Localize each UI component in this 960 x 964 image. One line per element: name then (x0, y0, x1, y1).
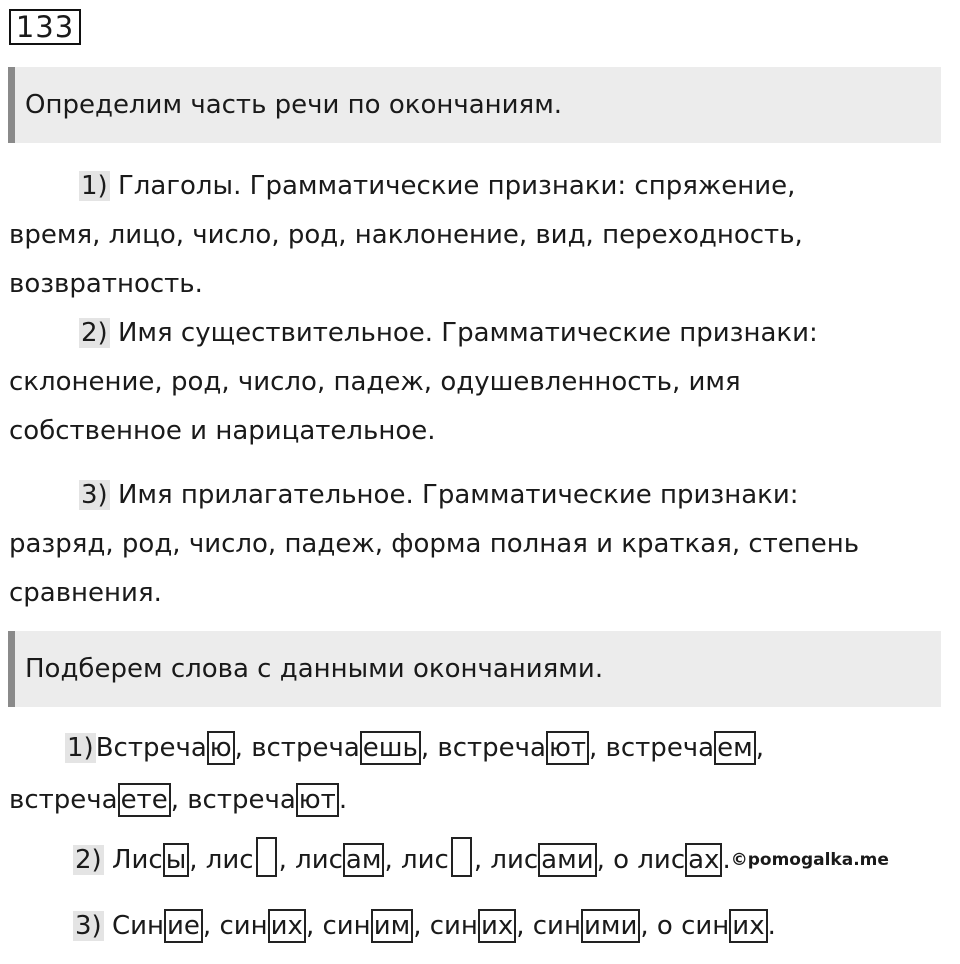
separator: , (596, 845, 614, 875)
word-ending: ими (581, 909, 640, 943)
word-stem: син (532, 911, 581, 941)
separator: . (767, 911, 776, 941)
text: Глаголы. Грамматические признаки: спряжение, (109, 171, 796, 201)
text: Имя существительное. Грамматические признаки: (109, 318, 818, 348)
word-ending: ешь (360, 731, 421, 765)
word-ending: им (371, 909, 414, 943)
paragraph-line (9, 162, 954, 211)
section-heading-2: Подберем слова с данными окончаниями. (8, 631, 941, 707)
word-ending: ют (296, 783, 339, 817)
paragraph-line: возвратность. (9, 269, 203, 299)
section-heading-1: Определим часть речи по окончаниям. (8, 67, 941, 143)
example-line (9, 903, 954, 949)
empty-ending-box (256, 837, 277, 877)
example-line (9, 837, 954, 883)
exercise-number: 133 (9, 9, 81, 45)
separator: . (722, 845, 731, 875)
paragraph-line: время, лицо, число, род, наклонение, вид, переходность, (9, 220, 803, 250)
word-stem: лис (401, 845, 449, 875)
word-stem: о син (656, 911, 730, 941)
separator: , (170, 785, 188, 815)
paragraph-line: собственное и нарицательное. (9, 416, 436, 446)
paragraph-line (9, 471, 954, 520)
example-verbs (9, 725, 954, 823)
word-stem: лис (490, 845, 539, 875)
word-stem: встреча (251, 733, 360, 763)
separator: , (305, 911, 323, 941)
separator: , (202, 911, 220, 941)
word-ending: ие (164, 909, 203, 943)
separator: , (420, 733, 438, 763)
word-stem: лис (205, 845, 254, 875)
example-line (9, 777, 954, 823)
separator: . (338, 785, 348, 815)
paragraph-line: склонение, род, число, падеж, одушевленность, имя (9, 367, 741, 397)
separator: , (473, 845, 491, 875)
word-stem: син (219, 911, 268, 941)
separator: , (278, 845, 296, 875)
separator: , (589, 733, 606, 763)
separator: , (189, 845, 206, 875)
paragraph-line: разряд, род, число, падеж, форма полная и краткая, степень (9, 529, 860, 559)
word-stem: син (322, 911, 371, 941)
word-stem: встреча (605, 733, 715, 763)
word-stem: лис (295, 845, 343, 875)
word-stem: Лис (103, 845, 163, 875)
word-stem: Встреча (95, 733, 207, 763)
word-ending: их (729, 909, 767, 943)
word-stem: встреча (437, 733, 546, 763)
word-ending: ам (343, 843, 385, 877)
paragraph-line (9, 309, 954, 358)
example-nouns (9, 837, 954, 883)
paragraph-adjectives (9, 471, 954, 618)
word-ending: их (268, 909, 306, 943)
paragraph-line: сравнения. (9, 578, 162, 608)
word-ending: ю (207, 731, 235, 765)
item-number: 3) (75, 911, 102, 941)
example-adjectives (9, 903, 954, 949)
empty-ending-box (451, 837, 472, 877)
watermark: ©pomogalka.me (730, 850, 889, 870)
item-number: 1) (81, 171, 108, 201)
word-ending: их (478, 909, 516, 943)
paragraph-verbs (9, 162, 954, 309)
separator: , (516, 911, 533, 941)
separator: , (384, 845, 401, 875)
word-stem: син (429, 911, 478, 941)
item-number: 2) (81, 318, 108, 348)
separator: , (234, 733, 252, 763)
word-ending: ют (546, 731, 589, 765)
word-stem: встреча (9, 785, 118, 815)
word-stem: о лис (613, 845, 686, 875)
word-stem: встреча (187, 785, 296, 815)
separator: , (640, 911, 657, 941)
item-number: 2) (75, 845, 102, 875)
item-number: 1) (67, 733, 94, 763)
text: Имя прилагательное. Грамматические признаки: (109, 480, 799, 510)
word-ending: ы (163, 843, 190, 877)
separator: , (755, 733, 764, 763)
paragraph-nouns (9, 309, 954, 456)
word-stem: Син (103, 911, 165, 941)
word-ending: ах (685, 843, 722, 877)
separator: , (413, 911, 430, 941)
word-ending: ами (538, 843, 596, 877)
item-number: 3) (81, 480, 108, 510)
example-line (9, 725, 954, 771)
word-ending: ем (714, 731, 756, 765)
word-ending: ете (118, 783, 171, 817)
